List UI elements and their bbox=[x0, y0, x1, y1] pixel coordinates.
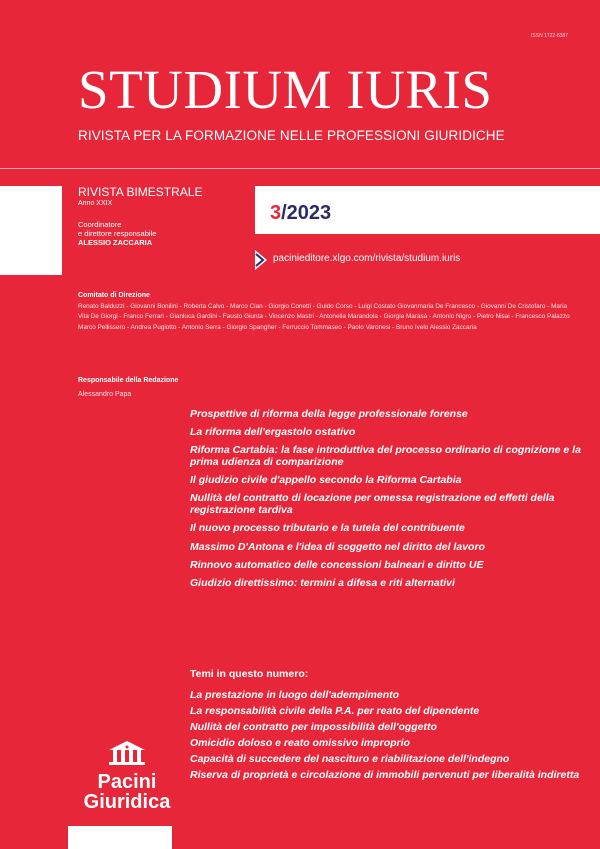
issue-year: /2023 bbox=[281, 202, 332, 224]
website-link[interactable]: pacinieditore.xlgo.com/rivista/studium.iuris bbox=[273, 253, 461, 264]
article-title: La riforma dell'ergastolo ostativo bbox=[190, 426, 356, 439]
topic-item: La prestazione in luogo dell'adempimento bbox=[190, 689, 400, 701]
coordinator-label-line1: Coordinatore bbox=[78, 220, 122, 230]
coordinator-label-line2: e direttore responsabile bbox=[78, 229, 157, 239]
topic-item: Omicidio doloso e reato omissivo improprio bbox=[190, 737, 410, 750]
journal-title: STUDIUM IURIS bbox=[78, 59, 493, 120]
publisher-emblem-icon bbox=[105, 740, 149, 770]
redaction-name: Alessandro Papa bbox=[78, 391, 132, 398]
year-label: Anno XXIX bbox=[78, 200, 113, 208]
article-title: Il nuovo processo tributario e la tutela del contribuente bbox=[190, 522, 465, 535]
issue-number bbox=[270, 202, 331, 225]
url-row[interactable] bbox=[255, 250, 600, 270]
arrow-icon bbox=[255, 250, 271, 270]
topic-item: Capacità di succedere del nascituro e riabilitazione dell'indegno bbox=[190, 753, 510, 766]
issue-num: 3 bbox=[270, 202, 282, 224]
topics-heading: Temi in questo numero: bbox=[190, 668, 309, 680]
article-title: Giudizio direttissimo: termini a difesa e riti alternativi bbox=[190, 576, 455, 589]
publication-info bbox=[78, 186, 202, 247]
logo-line1: Pacini bbox=[97, 771, 157, 793]
board-heading: Comitato di Direzione bbox=[78, 292, 150, 299]
topics-section bbox=[190, 668, 590, 785]
issn: ISSN 1722-8387 bbox=[531, 33, 568, 39]
editorial-board bbox=[78, 292, 578, 333]
article-title: Prospettive di riforma della legge professionale forense bbox=[190, 408, 468, 420]
topic-item: Riserva di proprietà e circolazione di immobili pervenuti per liberalità indiretta bbox=[190, 769, 580, 782]
topic-item: La responsabilità civile della P.A. per reato del dipendente bbox=[190, 705, 480, 718]
topic-item: Nullità del contratto per impossibilità dell'oggetto bbox=[190, 721, 437, 734]
coordinator-name: ALESSIO ZACCARIA bbox=[78, 238, 153, 248]
board-members: Renato Balduzzi - Giovanni Bonilini - Roberta Calvo - Marco Cian - Giorgio Conetti - Guido Corso - Luigi Costato Giovanmaria De Francesco - Giovanni De Cristofaro - Maria Vita De Giorgi - Franco Ferrari - Gianluca Gardini - Fausto Giunta - Vincenzo Mastri - Antonella Marandola - Giorgia Marasà - Antonio Nigro - Pietro Nisai - Francesco Palazzo Marco Pellissero - Andrea Pugiotto - Antonio Serra - Giorgio Spangher - Ferruccio Tommaseo - Paolo Varonesi - Bruno Ivelo Alessio Zaccaria bbox=[78, 303, 570, 331]
publisher-logo bbox=[82, 740, 172, 812]
redaction-heading: Responsabile della Redazione bbox=[78, 377, 179, 384]
divider bbox=[0, 168, 600, 169]
article-title: Il giudizio civile d'appello secondo la Riforma Cartabia bbox=[190, 474, 462, 487]
article-list bbox=[190, 408, 590, 595]
article-title: Nullità del contratto di locazione per omessa registrazione ed effetti della registrazione tardiva bbox=[190, 492, 555, 517]
journal-subtitle: RIVISTA PER LA FORMAZIONE NELLE PROFESSIONI GIURIDICHE bbox=[78, 128, 505, 143]
bottom-white-block bbox=[68, 826, 172, 849]
article-title: Massimo D'Antona e l'idea di soggetto nel diritto del lavoro bbox=[190, 540, 485, 553]
coordinator-label bbox=[78, 220, 202, 238]
article-title: Rinnovo automatico delle concessioni balneari e diritto UE bbox=[190, 558, 484, 571]
white-strip bbox=[0, 186, 62, 275]
logo-line2: Giuridica bbox=[83, 791, 171, 813]
frequency: RIVISTA BIMESTRALE bbox=[78, 185, 203, 199]
article-title: Riforma Cartabia: la fase introduttiva del processo ordinario di cognizione e la prima udienza di comparizione bbox=[190, 444, 581, 469]
